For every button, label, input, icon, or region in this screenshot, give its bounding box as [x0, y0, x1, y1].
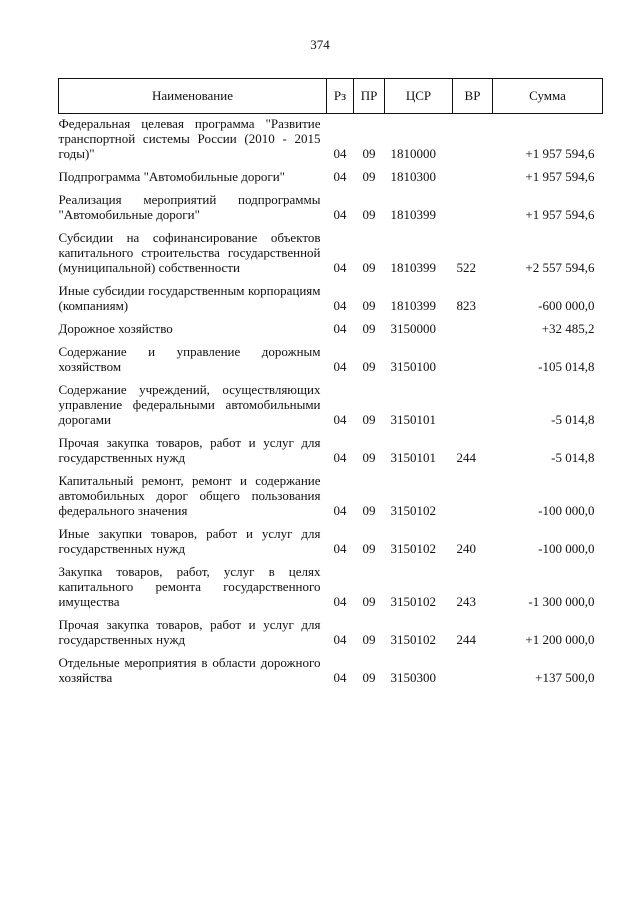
row-vr: 244 [456, 450, 476, 465]
row-pr: 09 [362, 503, 376, 518]
row-pr: 09 [362, 260, 376, 275]
row-csr: 1810399 [390, 260, 436, 275]
row-rz: 04 [333, 632, 347, 647]
table-row [59, 192, 603, 230]
table-row [59, 230, 603, 283]
table-row [59, 321, 603, 344]
row-name: Прочая закупка товаров, работ и услуг для государственных нужд [58, 617, 321, 647]
row-pr: 09 [362, 670, 376, 685]
row-name: Содержание учреждений, осуществляющих управление федеральными автомобильными дорогами [58, 382, 321, 427]
table-row [59, 114, 603, 170]
row-csr: 1810399 [390, 298, 436, 313]
row-vr [453, 655, 493, 693]
table-row [59, 473, 603, 526]
row-csr: 1810399 [390, 207, 436, 222]
row-sum: +1 957 594,6 [525, 169, 595, 184]
row-name: Иные субсидии государственным корпорациям (компаниям) [58, 283, 321, 313]
row-sum: -105 014,8 [538, 359, 595, 374]
row-name: Капитальный ремонт, ремонт и содержание автомобильных дорог общего пользования федерального значения [58, 473, 321, 518]
row-rz: 04 [333, 541, 347, 556]
table-row [59, 382, 603, 435]
row-csr: 1810300 [390, 169, 436, 184]
row-csr: 3150102 [390, 594, 436, 609]
row-name: Субсидии на софинансирование объектов капитального строительства государственной (муниципальной) собственности [58, 230, 321, 275]
row-rz: 04 [333, 594, 347, 609]
row-rz: 04 [333, 146, 347, 161]
row-sum: -5 014,8 [551, 450, 595, 465]
row-pr: 09 [362, 541, 376, 556]
row-sum: -100 000,0 [538, 541, 595, 556]
row-pr: 09 [362, 450, 376, 465]
row-name: Отдельные мероприятия в области дорожного хозяйства [58, 655, 321, 685]
row-vr: 823 [456, 298, 476, 313]
header-csr: ЦСР [385, 79, 453, 114]
row-rz: 04 [333, 670, 347, 685]
row-pr: 09 [362, 412, 376, 427]
row-rz: 04 [333, 298, 347, 313]
row-name: Федеральная целевая программа "Развитие транспортной системы России (2010 - 2015 годы)" [58, 116, 321, 161]
row-vr: 244 [456, 632, 476, 647]
table-row [59, 655, 603, 693]
table-body [59, 114, 603, 694]
row-vr: 243 [456, 594, 476, 609]
row-rz: 04 [333, 412, 347, 427]
row-rz: 04 [333, 207, 347, 222]
row-vr: 522 [456, 260, 476, 275]
table-row [59, 564, 603, 617]
budget-table [58, 78, 603, 693]
row-rz: 04 [333, 260, 347, 275]
header-vr: ВР [453, 79, 493, 114]
table-row [59, 526, 603, 564]
table-row [59, 435, 603, 473]
row-csr: 3150101 [390, 412, 436, 427]
row-vr: 240 [456, 541, 476, 556]
row-csr: 3150101 [390, 450, 436, 465]
row-vr [453, 169, 493, 192]
row-pr: 09 [362, 321, 376, 336]
row-name: Содержание и управление дорожным хозяйством [58, 344, 321, 374]
row-sum: +137 500,0 [535, 670, 595, 685]
row-pr: 09 [362, 594, 376, 609]
row-vr [453, 473, 493, 526]
row-csr: 3150300 [390, 670, 436, 685]
row-pr: 09 [362, 146, 376, 161]
row-csr: 3150102 [390, 541, 436, 556]
row-sum: -100 000,0 [538, 503, 595, 518]
row-sum: +1 957 594,6 [525, 207, 595, 222]
row-csr: 3150102 [390, 503, 436, 518]
page-number: 374 [310, 37, 330, 52]
row-sum: +1 200 000,0 [525, 632, 595, 647]
row-vr [453, 344, 493, 382]
row-pr: 09 [362, 359, 376, 374]
row-rz: 04 [333, 503, 347, 518]
table-row [59, 344, 603, 382]
row-name: Прочая закупка товаров, работ и услуг для государственных нужд [58, 435, 321, 465]
table-row [59, 169, 603, 192]
row-sum: -600 000,0 [538, 298, 595, 313]
header-rz: Рз [327, 79, 354, 114]
table-header [59, 79, 603, 114]
row-name: Закупка товаров, работ, услуг в целях капитального ремонта государственного имущества [58, 564, 321, 609]
row-pr: 09 [362, 169, 376, 184]
row-name: Дорожное хозяйство [58, 321, 173, 336]
row-vr [453, 114, 493, 170]
row-csr: 3150102 [390, 632, 436, 647]
header-pr: ПР [354, 79, 385, 114]
row-name: Подпрограмма "Автомобильные дороги" [58, 169, 285, 184]
row-sum: -1 300 000,0 [528, 594, 595, 609]
row-name: Иные закупки товаров, работ и услуг для государственных нужд [58, 526, 321, 556]
row-vr [453, 192, 493, 230]
row-pr: 09 [362, 632, 376, 647]
row-rz: 04 [333, 450, 347, 465]
row-rz: 04 [333, 359, 347, 374]
row-rz: 04 [333, 321, 347, 336]
row-csr: 3150000 [390, 321, 436, 336]
table-row [59, 283, 603, 321]
header-sum: Сумма [493, 79, 603, 114]
row-pr: 09 [362, 298, 376, 313]
header-row [59, 79, 603, 114]
row-sum: -5 014,8 [551, 412, 595, 427]
table-row [59, 617, 603, 655]
row-pr: 09 [362, 207, 376, 222]
row-csr: 3150100 [390, 359, 436, 374]
row-sum: +1 957 594,6 [525, 146, 595, 161]
row-sum: +2 557 594,6 [525, 260, 595, 275]
row-sum: +32 485,2 [541, 321, 595, 336]
row-vr [453, 382, 493, 435]
row-rz: 04 [333, 169, 347, 184]
header-name: Наименование [59, 79, 327, 114]
row-vr [453, 321, 493, 344]
row-name: Реализация мероприятий подпрограммы "Автомобильные дороги" [58, 192, 321, 222]
row-csr: 1810000 [390, 146, 436, 161]
